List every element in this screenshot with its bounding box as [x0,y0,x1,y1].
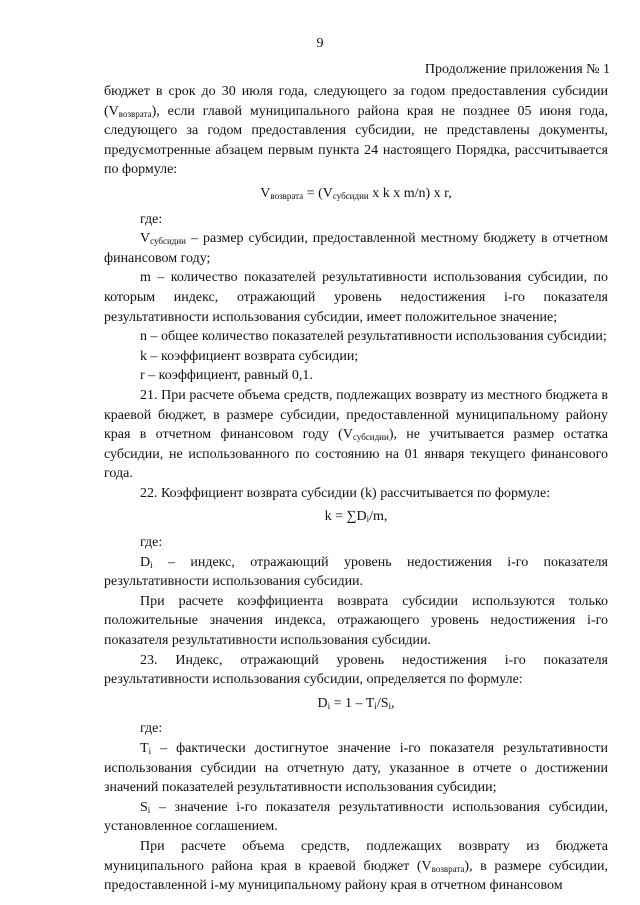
paragraph-21: 21. При расчете объема средств, подлежащих возврату из местного бюджета в краевой бюджет, в размере субсидии, предоставленной муниципальному району края в отчетном финансовом году $(V_{субсидии})$, не учитывается размер остатка субсидии, не использованного по состоянию на 01 января текущего финансового года. [104,387,608,482]
paragraph-coefficient-calc: При расчете коэффициента возврата субсидии используются только положительные значения индекса, отражающего уровень недостижения i-го показателя результативности использования субсидии. [104,593,608,649]
definition-m: m – количество показателей результативности использования субсидии, по которым индекс, отражающий уровень недостижения i-го показателя результативности использования субсидии, имеет положительное значение; [104,270,608,325]
definition-v-subsidy: $V_{субсидии}$ – размер субсидии, предоставленной местному бюджету в отчетном финансовом году; [104,231,608,266]
formula-return-volume: $V_{возврата} = (V_{субсидии}$ x k x m/n) x r, [260,185,452,201]
document-body [104,82,608,896]
formula-k: $k = \sum D_i/m$, [324,509,388,525]
definition-r: r – коэффициент, равный 0,1. [140,368,313,384]
definition-s: $S_i$ – значение i-го показателя результативности использования субсидии, установленное соглашением. [104,799,608,835]
definition-n: n – общее количество показателей результативности использования субсидии; [140,329,607,345]
where-label-2: где: [140,535,163,551]
paragraph-23: 23. Индекс, отражающий уровень недостижения i-го показателя результативности использования субсидии, определяется по формуле: [104,652,608,688]
paragraph-22: 22. Коэффициент возврата субсидии (k) рассчитывается по формуле: [140,485,551,501]
formula-d: $D_i = 1 - T_i/S_i$, [317,695,395,711]
paragraph-last: При расчете объема средств, подлежащих возврату из бюджета муниципального района края в краевой бюджет $(V_{возврата})$, в размере субсидии, предоставленной i-му муниципальному району края в отчетном финансовом [104,838,609,894]
where-label-1: где: [140,211,163,227]
page-number: 9 [316,36,324,51]
definition-k: k – коэффициент возврата субсидии; [140,348,359,364]
where-label-3: где: [140,721,163,737]
definition-d: $D_i$ – индекс, отражающий уровень недостижения i-го показателя результативности использования субсидии. [104,554,608,590]
intro-paragraph: бюджет в срок до 30 июля года, следующего за годом предоставления субсидии $(V_{возврата})$, если главой муниципального района края не позднее 05 июня года, следующего за годом предоставления субсидии, не представлены документы, предусмотренные абзацем первым пункта 24 настоящего Порядка, рассчитывается по формуле: [104,84,608,178]
appendix-continuation-header: Продолжение приложения № 1 [424,62,610,77]
definition-t: $T_i$ – фактически достигнутое значение i-го показателя результативности использования субсидии на отчетную дату, указанное в отчете о достижении значений показателей результативности использования субсидии; [104,741,608,796]
